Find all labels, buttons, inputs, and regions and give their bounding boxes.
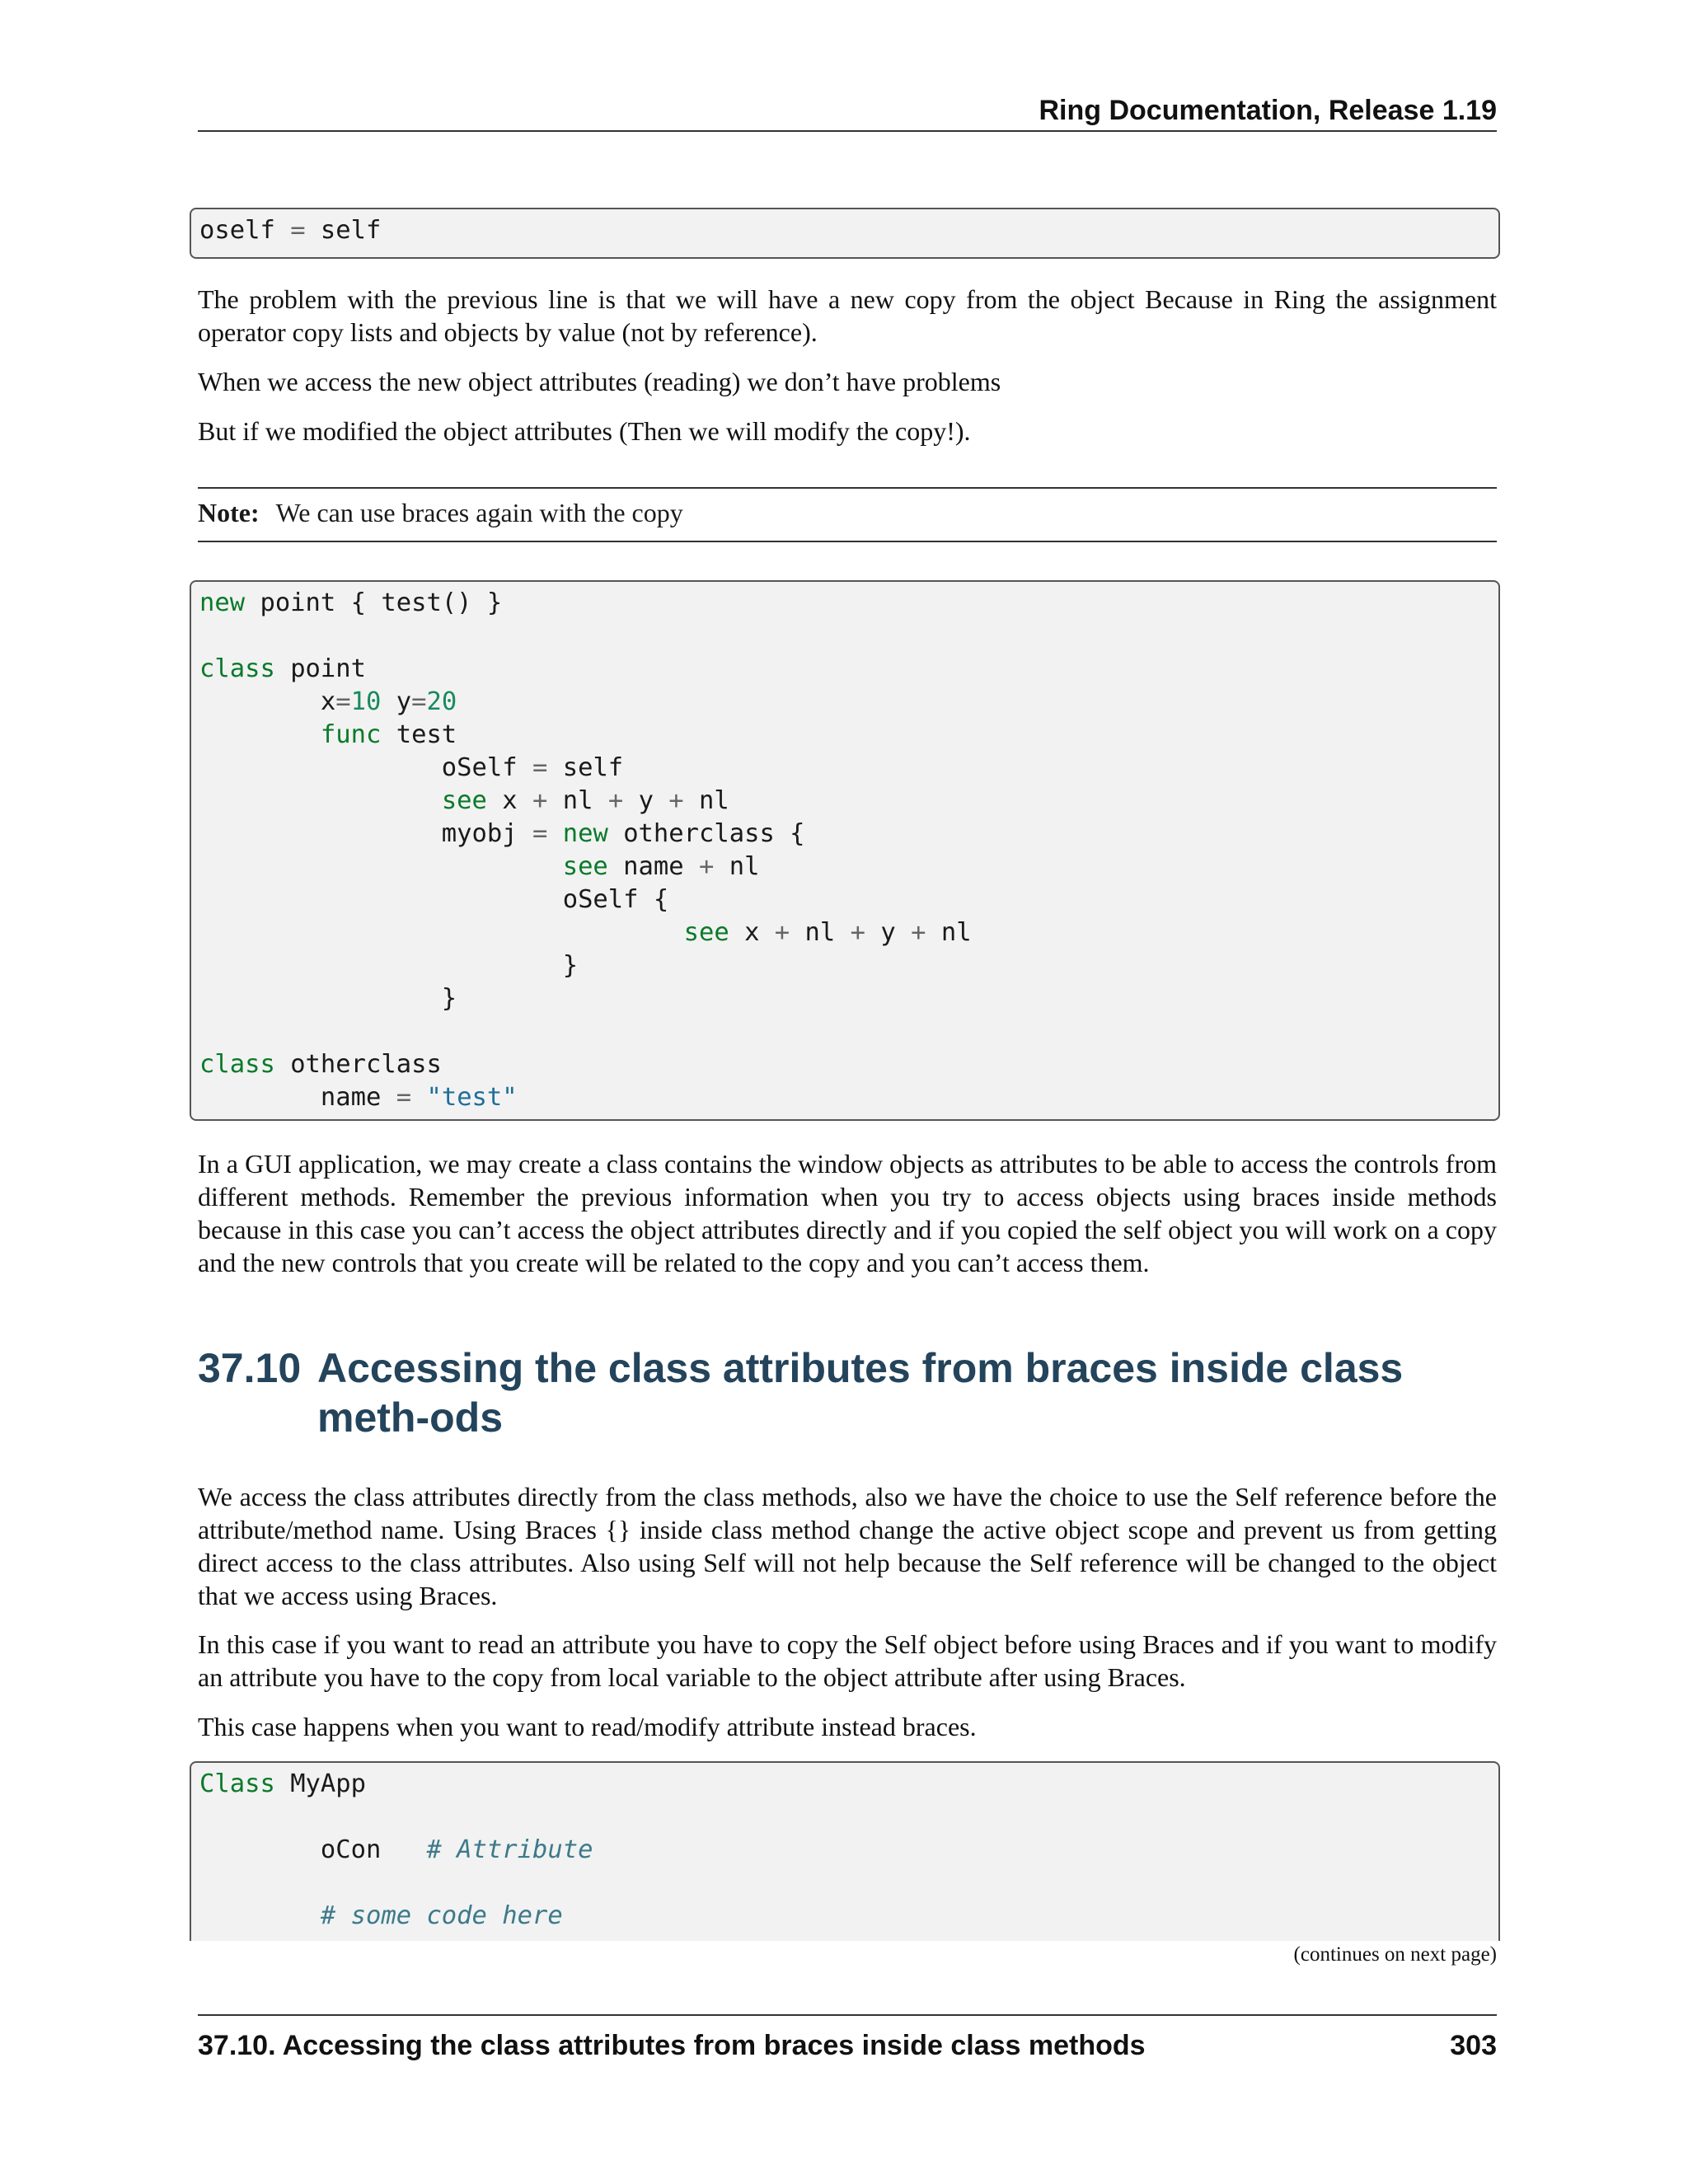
- running-header: Ring Documentation, Release 1.19: [1039, 95, 1497, 126]
- code-line: [199, 620, 1490, 653]
- code-line: [199, 1900, 1490, 1933]
- code-line: [199, 1867, 1490, 1900]
- page-footer: [198, 2026, 1497, 2065]
- code-line: [199, 587, 1490, 620]
- paragraph-read-attribute: In this case if you want to read an attribute you have to copy the Self object before using Braces and if you want to modify an attribute you have to the copy from local variable to the object attribute after using Braces.: [198, 1629, 1497, 1692]
- code-token: +: [774, 918, 790, 947]
- code-line: [199, 1834, 1490, 1867]
- code-token: [199, 852, 563, 881]
- code-line: [199, 851, 1490, 883]
- code-token: see: [562, 852, 608, 881]
- header-rule: [198, 130, 1497, 132]
- code-token: +: [532, 786, 548, 815]
- code-token: # Attribute: [426, 1835, 593, 1864]
- code-token: 10: [350, 687, 382, 716]
- code-line: [199, 686, 1490, 719]
- code-block-oself: [190, 208, 1500, 259]
- code-token: class: [199, 1050, 275, 1079]
- code-token: [199, 918, 684, 947]
- code-token: x: [729, 918, 775, 947]
- code-block-point-example: [190, 580, 1500, 1121]
- code-token: =: [411, 687, 427, 716]
- paragraph-case-happens: This case happens when you want to read/modify attribute instead braces.: [198, 1712, 977, 1741]
- code-token: see: [441, 786, 487, 815]
- paragraph-class-attributes: We access the class attributes directly from the class methods, also we have the choice to use the Self reference before the attribute/method name. Using Braces {} inside class method change the active object scope and prevent us from getting direct access to the class attributes. Also using Self will not help because the Self reference will be changed to the object that we access using Braces.: [198, 1482, 1497, 1610]
- code-token: x: [486, 786, 532, 815]
- code-line: [199, 785, 1490, 818]
- code-token: =: [532, 753, 548, 782]
- code-line: [199, 752, 1490, 785]
- section-title: Accessing the class attributes from braces inside class meth-ods: [317, 1345, 1404, 1441]
- code-line: [199, 1048, 1490, 1081]
- footer-section-title: 37.10. Accessing the class attributes from braces inside class methods: [198, 2030, 1146, 2061]
- code-token: +: [668, 786, 684, 815]
- code-token: =: [396, 1083, 412, 1112]
- code-token: myobj: [199, 819, 532, 848]
- note-text: We can use braces again with the copy: [275, 498, 683, 527]
- code-token: [199, 720, 321, 749]
- note-top-rule: [198, 487, 1497, 489]
- page-number: 303: [1450, 2030, 1497, 2061]
- code-token: nl: [790, 918, 851, 947]
- paragraph-copy-problem: The problem with the previous line is that we will have a new copy from the object Because in Ring the assignment operator copy lists and objects by value (not by reference).: [198, 284, 1497, 347]
- section-heading: [198, 1343, 1497, 1442]
- code-token: self: [305, 216, 382, 245]
- section-number: 37.10: [198, 1345, 302, 1391]
- code-token: }: [199, 984, 457, 1013]
- code-line: [199, 818, 1490, 851]
- code-token: y: [623, 786, 669, 815]
- code-token: oSelf {: [199, 885, 669, 914]
- code-token: otherclass {: [607, 819, 805, 848]
- paragraph-gui-application: In a GUI application, we may create a class contains the window objects as attributes to be able to access the controls from different methods. Remember the previous information when you try to access objects using braces inside methods because in this case you can’t access the object attributes directly and if you copied the self object you will work on a copy and the new controls that you create will be related to the copy and you can’t access them.: [198, 1149, 1497, 1277]
- paragraph-modify: But if we modified the object attributes (Then we will modify the copy!).: [198, 416, 971, 446]
- code-token: new: [199, 588, 246, 617]
- code-token: +: [607, 786, 624, 815]
- code-token: "test": [426, 1083, 518, 1112]
- code-token: oCon: [199, 1835, 427, 1864]
- code-line: [199, 1081, 1490, 1114]
- code-token: y: [865, 918, 912, 947]
- code-token: nl: [926, 918, 972, 947]
- code-token: func: [320, 720, 382, 749]
- code-token: }: [199, 951, 579, 980]
- code-line: [199, 1801, 1490, 1834]
- code-token: =: [532, 819, 548, 848]
- code-token: nl: [683, 786, 729, 815]
- code-token: nl: [547, 786, 608, 815]
- code-token: +: [850, 918, 865, 947]
- code-token: name: [199, 1083, 396, 1112]
- code-token: nl: [714, 852, 760, 881]
- code-token: # some code here: [320, 1901, 563, 1930]
- code-token: self: [547, 753, 624, 782]
- code-token: =: [335, 687, 351, 716]
- code-token: new: [562, 819, 608, 848]
- code-token: [411, 1083, 426, 1112]
- code-token: oSelf: [199, 753, 532, 782]
- code-line: [199, 982, 1490, 1015]
- code-line: [199, 916, 1490, 949]
- footer-rule: [198, 2014, 1497, 2016]
- code-token: x: [199, 687, 336, 716]
- code-block-myapp: [190, 1761, 1500, 1941]
- code-token: =: [290, 216, 306, 245]
- code-token: +: [698, 852, 715, 881]
- code-token: name: [607, 852, 699, 881]
- note-label: Note:: [198, 498, 260, 527]
- code-token: [547, 819, 562, 848]
- note-box: [198, 496, 1497, 529]
- code-line: [199, 1015, 1490, 1048]
- code-line: [199, 883, 1490, 916]
- code-token: 20: [426, 687, 457, 716]
- code-token: otherclass: [274, 1050, 442, 1079]
- code-token: y: [381, 687, 412, 716]
- code-token: test: [381, 720, 457, 749]
- code-line: [199, 653, 1490, 686]
- paragraph-reading: When we access the new object attributes (reading) we don’t have problems: [198, 367, 1001, 396]
- code-token: [199, 786, 442, 815]
- note-bottom-rule: [198, 541, 1497, 542]
- code-token: point { test() }: [245, 588, 503, 617]
- code-line: [199, 949, 1490, 982]
- code-line: [199, 719, 1490, 752]
- code-token: class: [199, 654, 275, 683]
- code-token: [199, 1901, 321, 1930]
- code-token: oself: [199, 216, 291, 245]
- code-token: Class: [199, 1769, 275, 1798]
- code-token: point: [274, 654, 367, 683]
- code-token: +: [911, 918, 926, 947]
- code-token: MyApp: [274, 1769, 367, 1798]
- code-line: [199, 214, 1490, 247]
- continues-note: (continues on next page): [1293, 1943, 1497, 1966]
- code-line: [199, 1768, 1490, 1801]
- code-token: see: [683, 918, 729, 947]
